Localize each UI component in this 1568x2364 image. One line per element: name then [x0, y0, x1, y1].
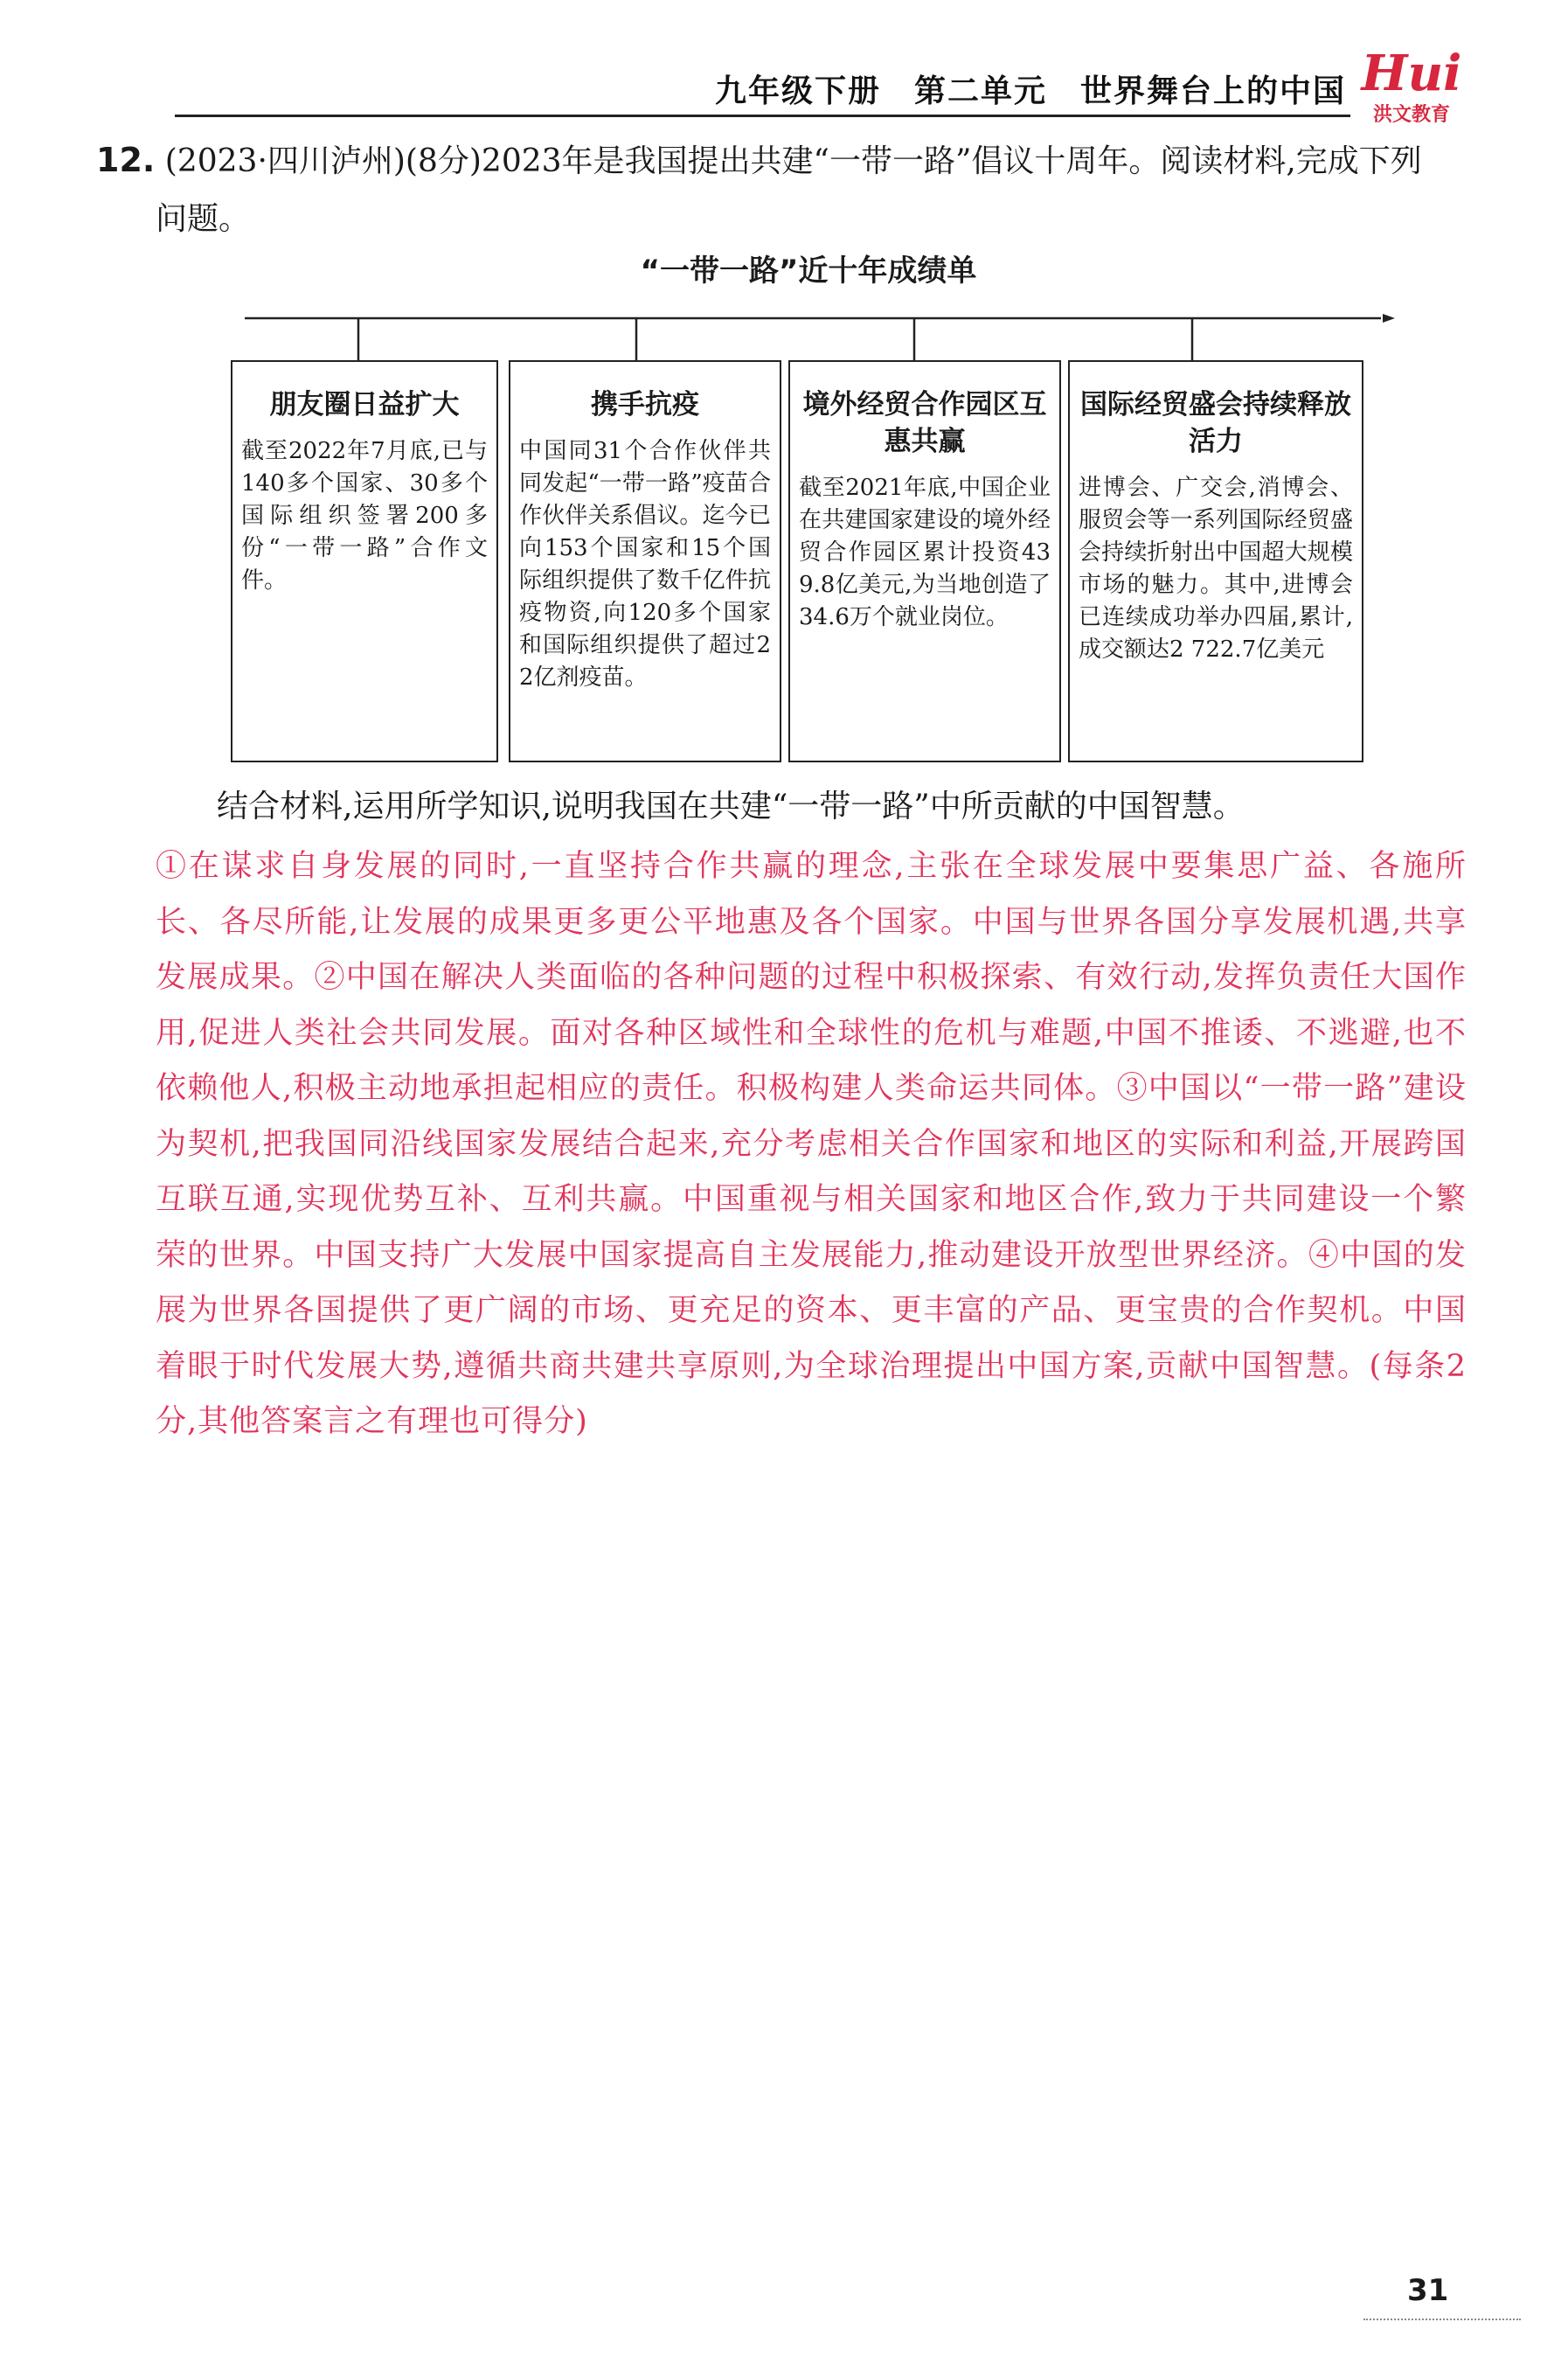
logo-mark: Hui	[1361, 45, 1462, 102]
card-body: 截至2021年底,中国企业在共建国家建设的境外经贸合作园区累计投资439.8亿美元,为当地创造了34.6万个就业岗位。	[799, 475, 1051, 630]
card-title: 携手抗疫	[591, 389, 699, 421]
question-line-2: 问题。	[156, 201, 251, 237]
card-title: 国际经贸盛会持续释放活力	[1080, 389, 1351, 457]
diagram-title: “一带一路”近十年成绩单	[640, 254, 977, 289]
card-body: 中国同31个合作伙伴共同发起“一带一路”疫苗合作伙伴关系倡议。迄今已向153个国家和15个国际组织提供了数千亿件抗疫物资,向120多个国家和国际组织提供了超过22亿剂疫苗。	[519, 438, 771, 691]
header-title: 九年级下册 第二单元 世界舞台上的中国	[714, 73, 1346, 109]
header-rule	[175, 115, 1350, 117]
page-number-dots	[1363, 2319, 1521, 2320]
page-number: 31	[1407, 2273, 1449, 2308]
card-body: 进博会、广交会,消博会、服贸会等一系列国际经贸盛会持续折射出中国超大规模市场的魅力。其中,进博会已连续成功举办四届,累计,成交额达2 722.7亿美元	[1079, 475, 1353, 663]
publisher-logo	[1355, 45, 1468, 126]
answer-text: ①在谋求自身发展的同时,一直坚持合作共赢的理念,主张在全球发展中要集思广益、各施所长、各尽所能,让发展的成果更多更公平地惠及各个国家。中国与世界各国分享发展机遇,共享发展成果。②中国在解决人类面临的各种问题的过程中积极探索、有效行动,发挥负责任大国作用,促进人类社会共同发展。面对各种区域性和全球性的危机与难题,中国不推诿、不逃避,也不依赖他人,积极主动地承担起相应的责任。积极构建人类命运共同体。③中国以“一带一路”建设为契机,把我国同沿线国家发展结合起来,充分考虑相关合作国家和地区的实际和利益,开展跨国互联互通,实现优势互补、互利共赢。中国重视与相关国家和地区合作,致力于共同建设一个繁荣的世界。中国支持广大发展中国家提高自主发展能力,推动建设开放型世界经济。④中国的发展为世界各国提供了更广阔的市场、更充足的资本、更丰富的产品、更宝贵的合作契机。中国着眼于时代发展大势,遵循共商共建共享原则,为全球治理提出中国方案,贡献中国智慧。(每条2分,其他答案言之有理也可得分)	[156, 849, 1467, 1439]
card-body: 截至2022年7月底,已与140多个国家、30多个国际组织签署200多份“一带一路”合作文件。	[241, 438, 488, 594]
question-stem	[96, 131, 1460, 248]
question-number: 12.	[96, 141, 156, 179]
question-line-1	[96, 131, 1460, 191]
card-fight-epidemic	[509, 360, 781, 762]
question-prompt: 结合材料,运用所学知识,说明我国在共建“一带一路”中所贡献的中国智慧。	[217, 789, 1245, 824]
card-trade-zones	[788, 360, 1061, 762]
card-trade-fairs	[1068, 360, 1363, 762]
card-title: 朋友圈日益扩大	[269, 389, 460, 421]
page-header	[175, 45, 1503, 126]
logo-text: 洪文教育	[1372, 104, 1450, 126]
card-title: 境外经贸合作园区互惠共赢	[802, 389, 1047, 457]
question-text: (2023·四川泸州)(8分)2023年是我国提出共建“一带一路”倡议十周年。阅读材料,完成下列	[164, 143, 1422, 179]
card-friends-circle	[231, 360, 498, 762]
achievement-diagram	[219, 247, 1398, 771]
arrow-head-icon	[1383, 314, 1395, 323]
